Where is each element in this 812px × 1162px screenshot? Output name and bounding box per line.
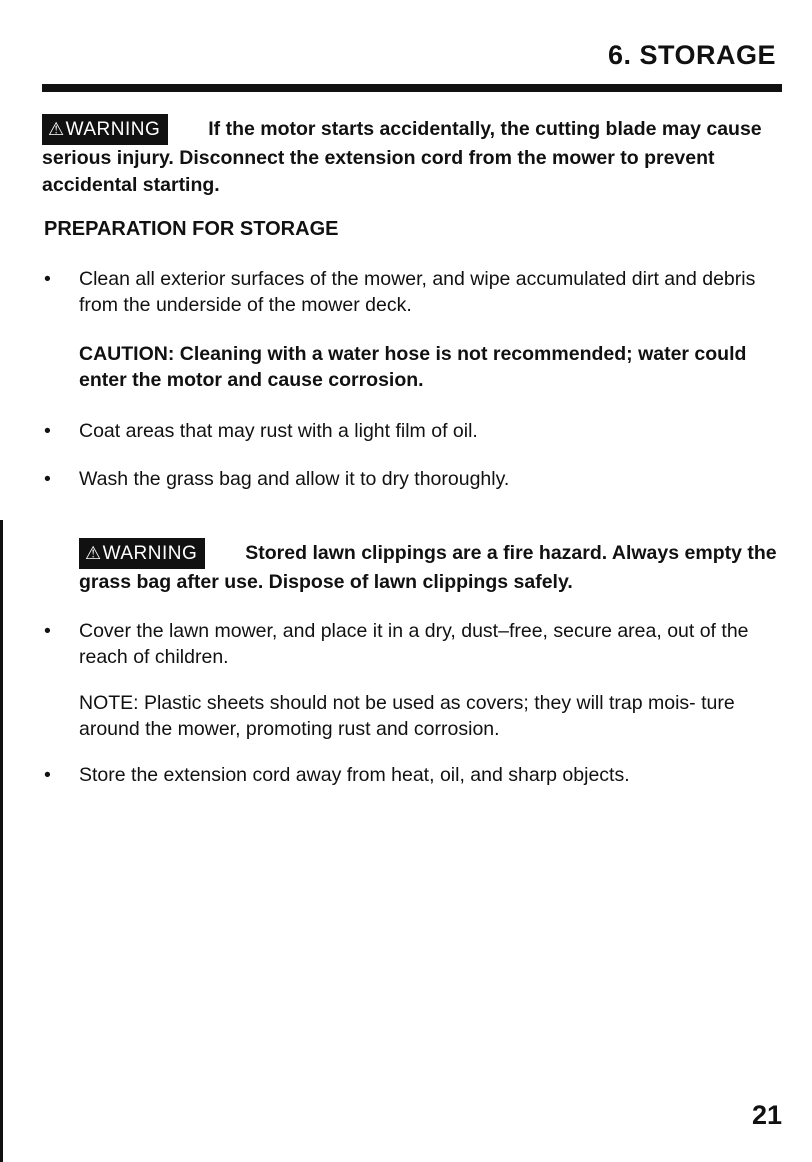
list-item: • Store the extension cord away from heat, oil, and sharp objects.	[44, 764, 630, 786]
note-paragraph: NOTE: Plastic sheets should not be used as covers; they will trap mois- ture around the mower, promoting rust and corrosion.	[79, 692, 735, 740]
bullet-icon: •	[44, 620, 51, 642]
bullet-icon: •	[44, 764, 51, 786]
section-heading: PREPARATION FOR STORAGE	[44, 218, 339, 240]
header-rule	[42, 84, 782, 92]
warning-block-motor	[42, 114, 784, 199]
page-edge	[0, 520, 3, 1162]
list-item: • Cover the lawn mower, and place it in a dry, dust–free, secure area, out of the reach of children.	[44, 620, 749, 668]
caution-note: CAUTION: Cleaning with a water hose is not recommended; water could enter the motor and cause corrosion.	[79, 343, 747, 391]
list-item: • Wash the grass bag and allow it to dry thoroughly.	[44, 468, 510, 490]
bullet-icon: •	[44, 420, 51, 442]
bullet-icon: •	[44, 268, 51, 290]
warning-block-clippings	[79, 538, 784, 596]
warning-triangle-icon: ⚠	[48, 119, 65, 139]
bullet-icon: •	[44, 468, 51, 490]
list-item: • Clean all exterior surfaces of the mower, and wipe accumulated dirt and debris from the underside of the mower deck.	[44, 268, 756, 316]
page-number: 21	[751, 1100, 782, 1130]
section-title: 6. STORAGE	[607, 40, 776, 70]
warning-text: Stored lawn clippings are a fire hazard. Always empty the grass bag after use. Dispose of lawn clippings safely.	[79, 542, 777, 593]
warning-triangle-icon: ⚠	[85, 543, 102, 563]
warning-badge: ⚠WARNING	[79, 538, 205, 569]
list-item: • Coat areas that may rust with a light film of oil.	[44, 420, 478, 442]
warning-text: If the motor starts accidentally, the cutting blade may cause serious injury. Disconnect the extension cord from the mower to prevent accidental starting.	[42, 118, 762, 196]
warning-badge: ⚠WARNING	[42, 114, 168, 145]
